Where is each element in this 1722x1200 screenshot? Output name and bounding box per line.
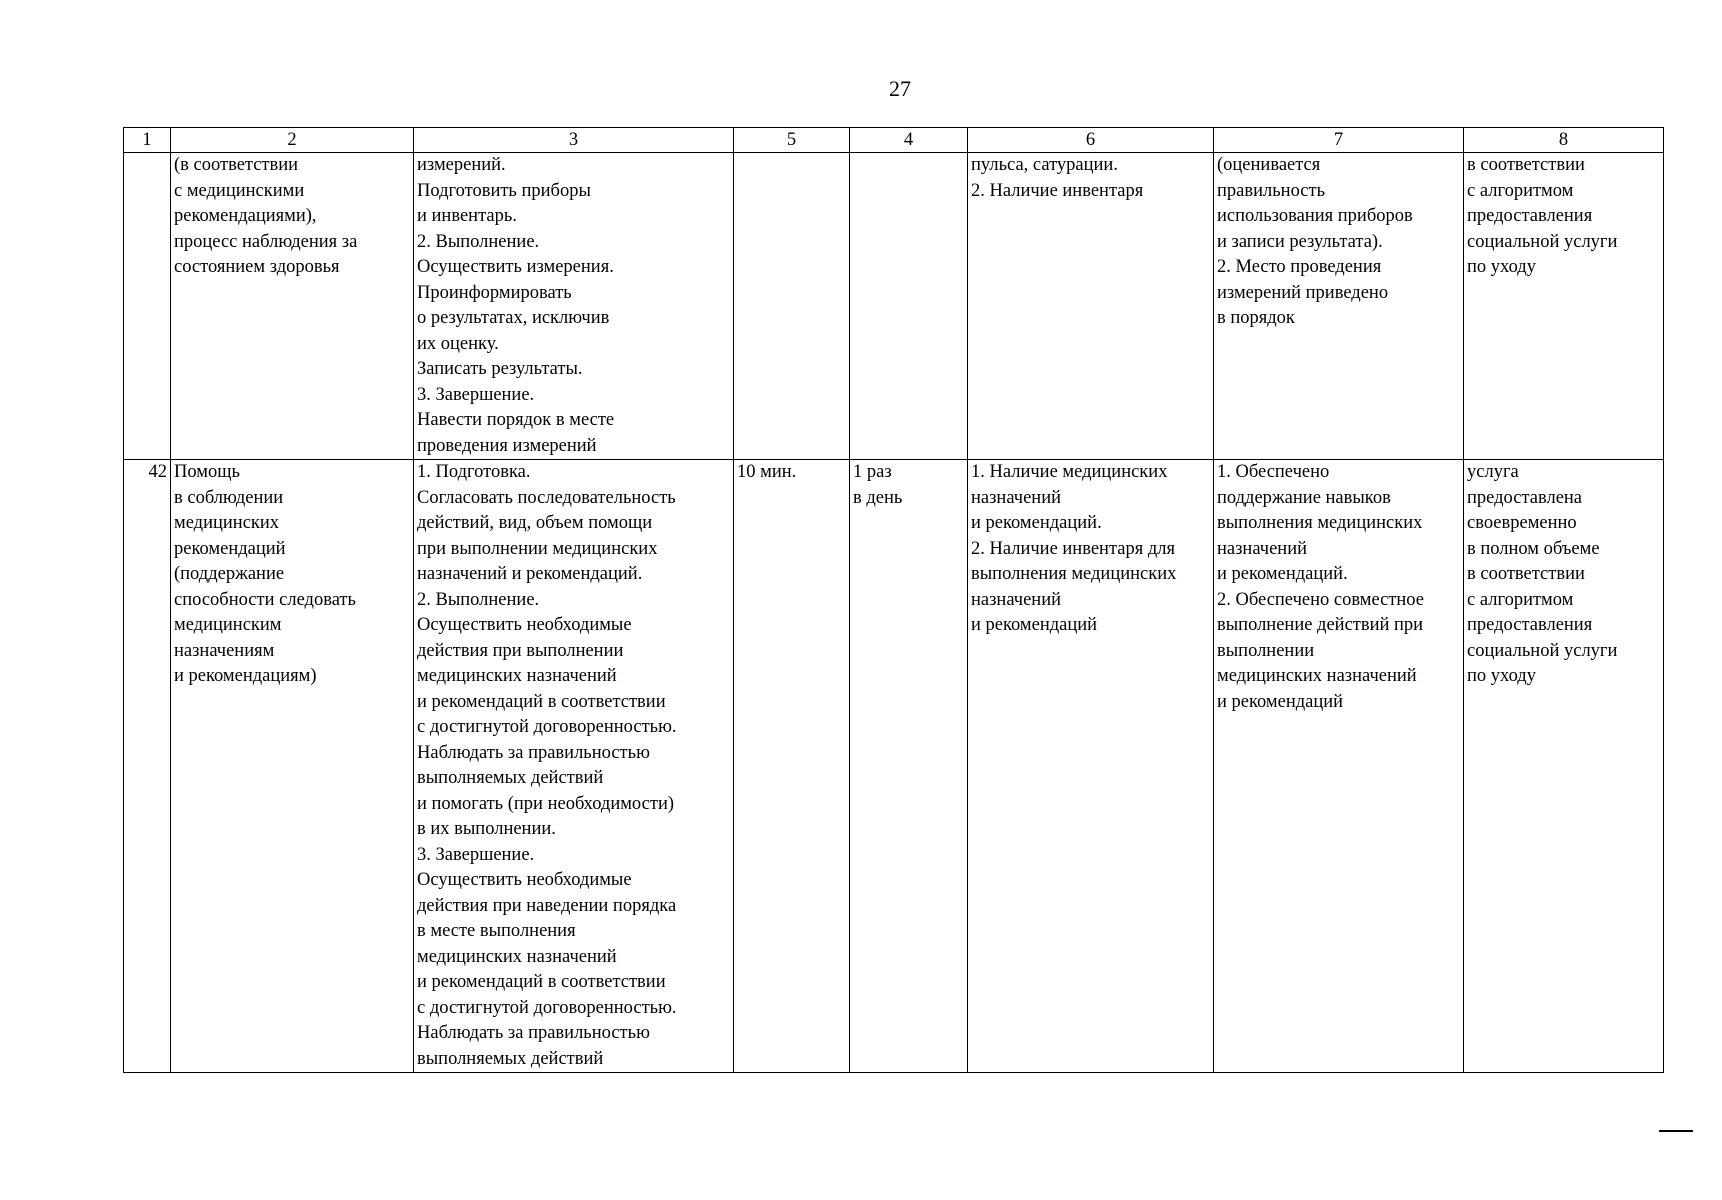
duration-cell: 10 мин.	[734, 460, 850, 1073]
result-cell: в соответствии с алгоритмом предоставления социальной услуги по уходу	[1464, 153, 1664, 460]
column-header: 3	[414, 128, 734, 153]
conditions-cell: 1. Наличие медицинских назначений и рекомендаций. 2. Наличие инвентаря для выполнения медицинских назначений и рекомендаций	[968, 460, 1214, 1073]
table-header-row	[124, 128, 1664, 153]
service-name-cell: Помощь в соблюдении медицинских рекомендаций (поддержание способности следовать медицинским назначениям и рекомендациям)	[171, 460, 414, 1073]
service-name-cell: (в соответствии с медицинскими рекомендациями), процесс наблюдения за состоянием здоровья	[171, 153, 414, 460]
row-number: 42	[124, 460, 171, 1073]
services-table	[123, 127, 1664, 1073]
column-header: 2	[171, 128, 414, 153]
result-cell: услуга предоставлена своевременно в полном объеме в соответствии с алгоритмом предоставления социальной услуги по уходу	[1464, 460, 1664, 1073]
procedure-cell: 1. Подготовка. Согласовать последовательность действий, вид, объем помощи при выполнении медицинских назначений и рекомендаций. 2. Выполнение. Осуществить необходимые действия при выполнении медицинских назначений и рекомендаций в соответствии с достигнутой договоренностью. Наблюдать за правильностью выполняемых действий и помогать (при необходимости) в их выполнении. 3. Завершение. Осуществить необходимые действия при наведении порядка в месте выполнения медицинских назначений и рекомендаций в соответствии с достигнутой договоренностью. Наблюдать за правильностью выполняемых действий	[414, 460, 734, 1073]
column-header: 1	[124, 128, 171, 153]
column-header: 4	[850, 128, 968, 153]
column-header: 7	[1214, 128, 1464, 153]
table-row	[124, 460, 1664, 1073]
scan-mark	[1659, 1130, 1693, 1132]
column-header: 5	[734, 128, 850, 153]
column-header: 6	[968, 128, 1214, 153]
table-row	[124, 153, 1664, 460]
column-header: 8	[1464, 128, 1664, 153]
row-number	[124, 153, 171, 460]
duration-cell	[734, 153, 850, 460]
procedure-cell: измерений. Подготовить приборы и инвентарь. 2. Выполнение. Осуществить измерения. Проинформировать о результатах, исключив их оценку. Записать результаты. 3. Завершение. Навести порядок в месте проведения измерений	[414, 153, 734, 460]
quality-cell: (оценивается правильность использования приборов и записи результата). 2. Место проведения измерений приведено в порядок	[1214, 153, 1464, 460]
frequency-cell: 1 раз в день	[850, 460, 968, 1073]
quality-cell: 1. Обеспечено поддержание навыков выполнения медицинских назначений и рекомендаций. 2. Обеспечено совместное выполнение действий при выполнении медицинских назначений и рекомендаций	[1214, 460, 1464, 1073]
frequency-cell	[850, 153, 968, 460]
page-number: 27	[889, 76, 911, 101]
conditions-cell: пульса, сатурации. 2. Наличие инвентаря	[968, 153, 1214, 460]
